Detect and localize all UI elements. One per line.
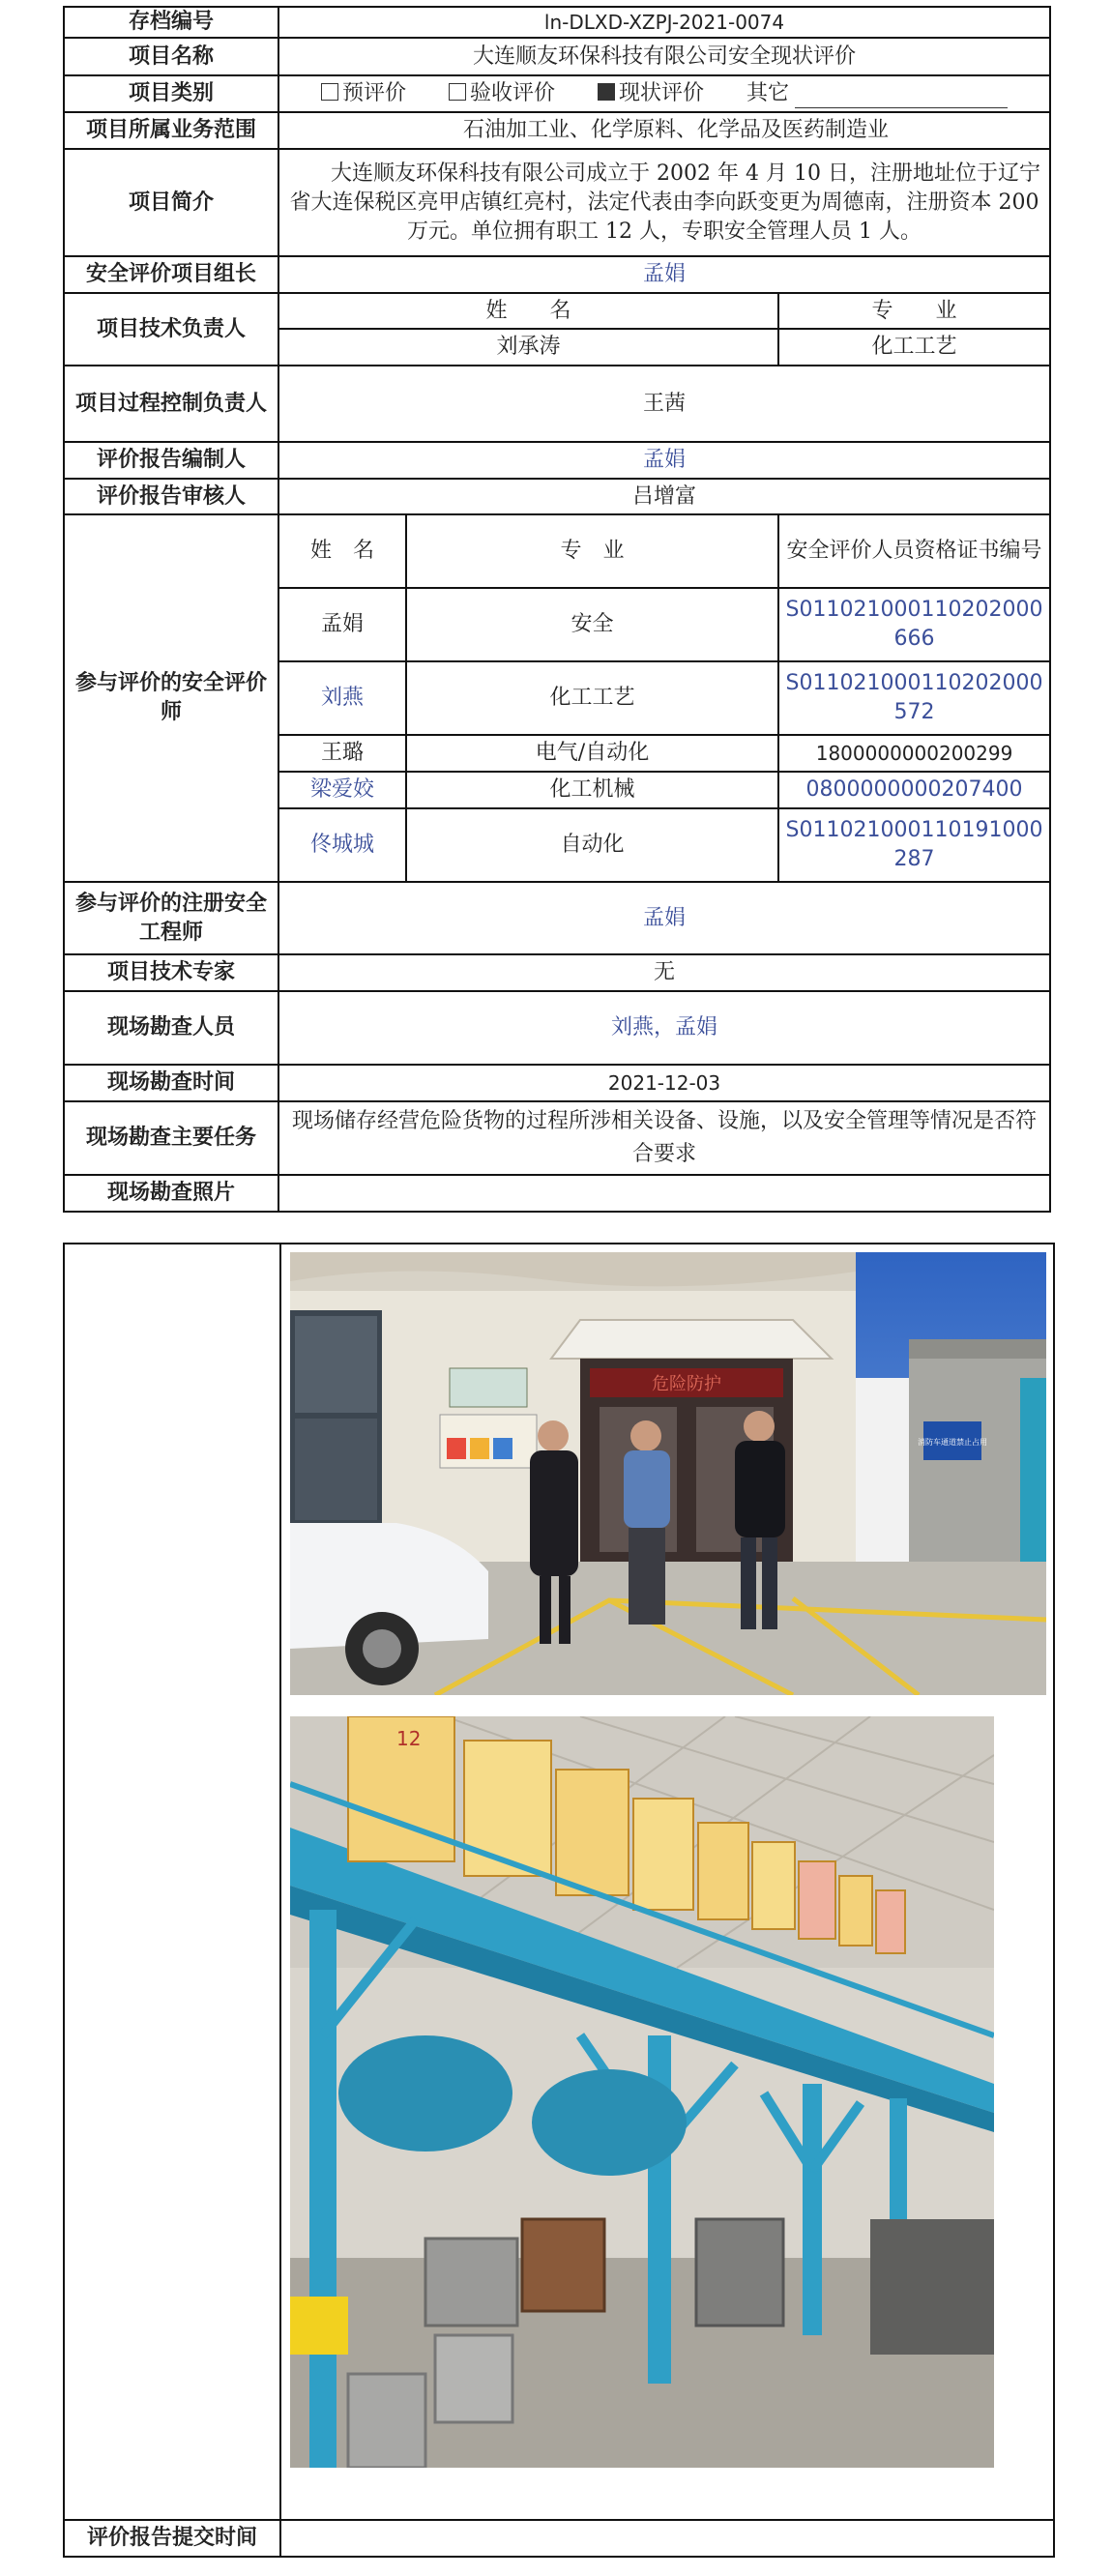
- scope-label: 项目所属业务范围: [64, 112, 278, 149]
- assessor-major: 化工工艺: [406, 661, 778, 735]
- gate-sign-text: 消防车通道禁止占用: [918, 1438, 987, 1447]
- intro-text: 大连顺友环保科技有限公司成立于 2002 年 4 月 10 日，注册地址位于辽宁省大连保税区亮甲店镇红亮村，法定代表由李向跃变更为周德南，注册资本 200 万元。单位拥有职工 12 人，专职安全管理人员 1 人。: [278, 149, 1050, 256]
- submit-time-empty: [280, 2520, 1054, 2557]
- checkbox-unchecked-icon: [449, 83, 466, 101]
- assessor-major: 自动化: [406, 808, 778, 882]
- survey-photo-empty: [278, 1175, 1050, 1212]
- tech-expert: 无: [278, 954, 1050, 991]
- assessor-major-header: 专 业: [406, 514, 778, 588]
- assessor-cert: 0800000000207400: [778, 772, 1050, 808]
- assessor-name-signature: 梁爱姣: [278, 772, 406, 808]
- leader-signature: 孟娟: [278, 256, 1050, 293]
- assessor-major: 安全: [406, 588, 778, 661]
- process-ctrl: 王茜: [278, 366, 1050, 442]
- assessor-major: 化工机械: [406, 772, 778, 808]
- assessor-name-signature: 佟城城: [278, 808, 406, 882]
- tech-lead-label: 项目技术负责人: [64, 293, 278, 366]
- assessor-cert: S011021000110191000287: [778, 808, 1050, 882]
- tech-lead-name: 刘承涛: [278, 329, 778, 366]
- assessor-name: 王璐: [278, 735, 406, 772]
- report-reviewer: 吕增富: [278, 479, 1050, 514]
- report-author-signature: 孟娟: [278, 442, 1050, 479]
- evaluation-info-table: [63, 6, 1051, 1213]
- entrance-photo-graphic: [290, 1252, 1046, 1695]
- tech-lead-major-header: 专 业: [778, 293, 1050, 329]
- survey-task-label: 现场勘查主要任务: [64, 1101, 278, 1175]
- report-author-label: 评价报告编制人: [64, 442, 278, 479]
- archive-no: ln-DLXD-XZPJ-2021-0074: [278, 7, 1050, 38]
- photo-row-empty-label: [64, 1244, 280, 2520]
- assessor-cert-header: 安全评价人员资格证书编号: [778, 514, 1050, 588]
- category-option-other[interactable]: 其它: [746, 81, 1008, 105]
- project-name-label: 项目名称: [64, 38, 278, 75]
- archive-no-label: 存档编号: [64, 7, 278, 38]
- assessor-cert: S011021000110202000666: [778, 588, 1050, 661]
- site-photo-entrance: [290, 1252, 1046, 1695]
- banner-number-text: 12: [396, 1727, 422, 1750]
- category-label: 项目类别: [64, 75, 278, 112]
- category-option-pre[interactable]: 预评价: [321, 79, 406, 108]
- other-blank-line: [795, 86, 1008, 108]
- assessor-name: 孟娟: [278, 588, 406, 661]
- reg-engineer-signature: 孟娟: [278, 882, 1050, 954]
- tech-expert-label: 项目技术专家: [64, 954, 278, 991]
- assessor-major: 电气/自动化: [406, 735, 778, 772]
- report-reviewer-label: 评价报告审核人: [64, 479, 278, 514]
- reg-engineer-label: 参与评价的注册安全工程师: [64, 882, 278, 954]
- tech-lead-major: 化工工艺: [778, 329, 1050, 366]
- project-name: 大连顺友环保科技有限公司安全现状评价: [278, 38, 1050, 75]
- assessors-label: 参与评价的安全评价师: [64, 514, 278, 882]
- tech-lead-name-header: 姓 名: [278, 293, 778, 329]
- category-option-status[interactable]: 现状评价: [598, 79, 704, 108]
- site-photo-warehouse: [290, 1716, 994, 2468]
- survey-staff-label: 现场勘查人员: [64, 991, 278, 1065]
- survey-staff-signature: 刘燕，孟娟: [278, 991, 1050, 1065]
- survey-task: 现场储存经营危险货物的过程所涉相关设备、设施，以及安全管理等情况是否符合要求: [278, 1101, 1050, 1175]
- survey-time-label: 现场勘查时间: [64, 1065, 278, 1101]
- leader-label: 安全评价项目组长: [64, 256, 278, 293]
- submit-time-label: 评价报告提交时间: [64, 2520, 280, 2557]
- assessor-name-header: 姓 名: [278, 514, 406, 588]
- process-ctrl-label: 项目过程控制负责人: [64, 366, 278, 442]
- category-option-acceptance[interactable]: 验收评价: [449, 79, 555, 108]
- door-sign-text: 危险防护: [652, 1374, 721, 1394]
- scope: 石油加工业、化学原料、化学品及医药制造业: [278, 112, 1050, 149]
- assessor-name-signature: 刘燕: [278, 661, 406, 735]
- intro-label: 项目简介: [64, 149, 278, 256]
- checkbox-checked-icon: [598, 83, 615, 101]
- category-options: [278, 75, 1050, 112]
- warehouse-photo-graphic: [290, 1716, 994, 2468]
- survey-photo-label: 现场勘查照片: [64, 1175, 278, 1212]
- checkbox-unchecked-icon: [321, 83, 338, 101]
- survey-time: 2021-12-03: [278, 1065, 1050, 1101]
- assessor-cert: 1800000000200299: [778, 735, 1050, 772]
- assessor-cert: S011021000110202000572: [778, 661, 1050, 735]
